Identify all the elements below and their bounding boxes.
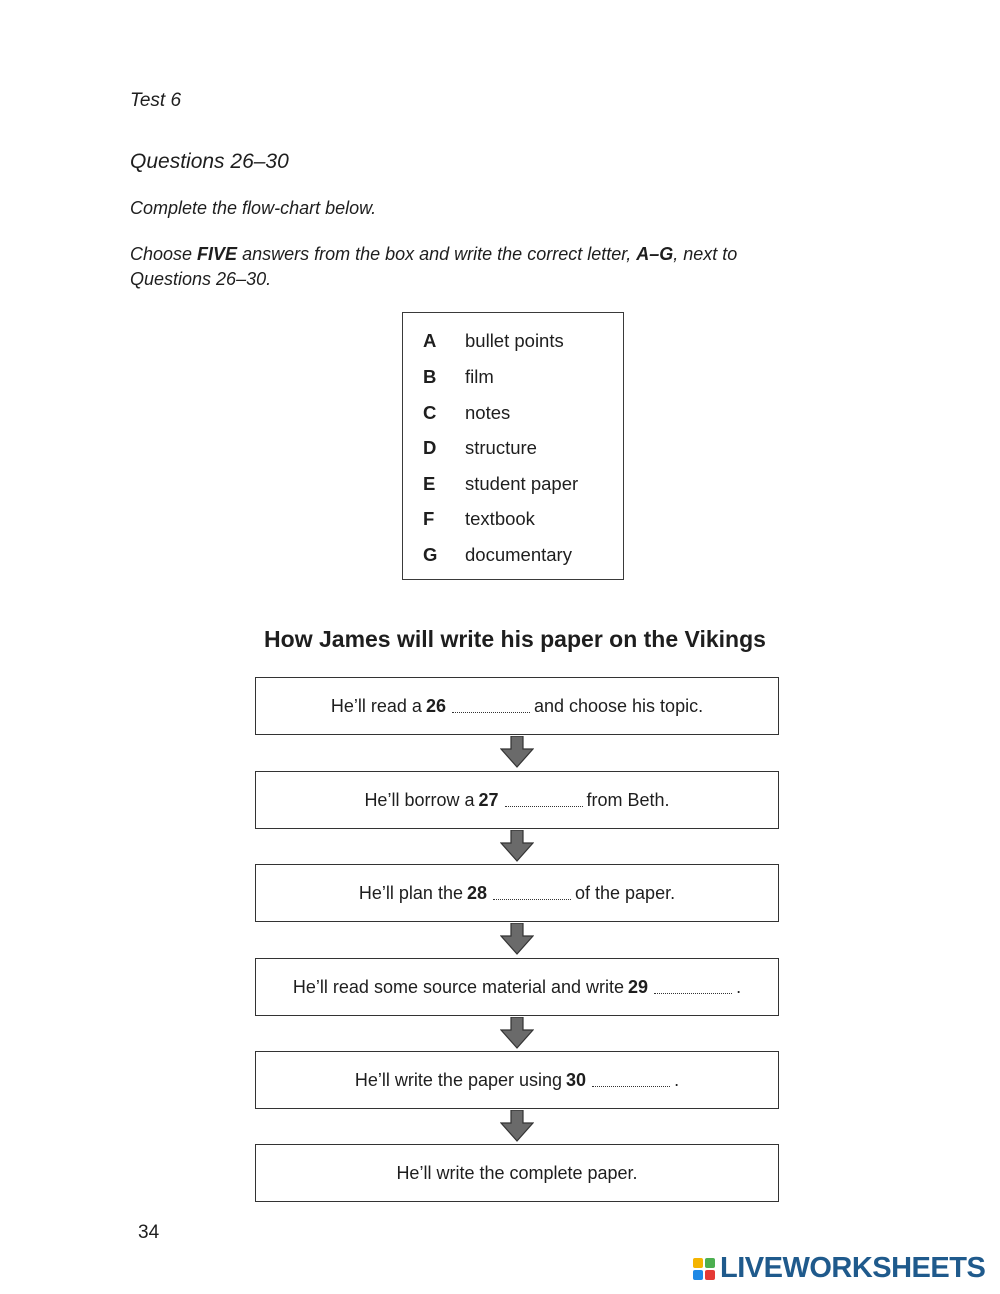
- answer-blank[interactable]: [654, 981, 732, 994]
- flow-step-4: [255, 958, 779, 1016]
- flow-step-3: [255, 864, 779, 922]
- page-number: 34: [138, 1222, 160, 1243]
- flow-step-6: [255, 1144, 779, 1202]
- option-text: student paper: [465, 473, 579, 494]
- step-text: He’ll plan the: [358, 882, 463, 903]
- flow-step-2: [255, 771, 779, 829]
- flow-step-1: [255, 677, 779, 735]
- step-text: and choose his topic.: [533, 695, 704, 716]
- answer-blank[interactable]: [452, 700, 530, 713]
- step-text: He’ll write the paper using: [354, 1069, 563, 1090]
- instruction-complete: Complete the flow-chart below.: [130, 198, 377, 218]
- instruction-text: answers from the box and write the correct letter,: [237, 244, 637, 264]
- flowchart-title: How James will write his paper on the Vikings: [264, 626, 766, 652]
- option-letter: D: [423, 437, 437, 458]
- answer-blank[interactable]: [505, 794, 583, 807]
- step-text: He’ll borrow a: [364, 789, 475, 810]
- down-arrow-icon: [500, 736, 534, 768]
- question-number: 30: [566, 1069, 587, 1090]
- option-letter: E: [423, 473, 436, 494]
- question-number: 29: [628, 976, 649, 997]
- liveworksheets-logo-icon: [692, 1257, 716, 1281]
- option-letter: G: [423, 544, 438, 565]
- step-text: .: [674, 1069, 680, 1090]
- answer-blank[interactable]: [493, 887, 571, 900]
- instruction-text: Choose: [130, 244, 198, 264]
- option-letter: F: [423, 508, 435, 529]
- option-text: film: [465, 366, 494, 387]
- options-box: [402, 312, 624, 580]
- brand-logo: [692, 1252, 985, 1285]
- test-label: Test 6: [130, 90, 182, 111]
- option-g: [423, 537, 572, 573]
- down-arrow-icon: [500, 923, 534, 955]
- questions-heading: Questions 26–30: [130, 150, 289, 173]
- option-a: [423, 323, 564, 359]
- option-letter: B: [423, 366, 437, 387]
- step-text: .: [736, 976, 742, 997]
- option-f: [423, 501, 535, 537]
- question-number: 28: [466, 882, 487, 903]
- step-text: He’ll write the complete paper.: [396, 1162, 638, 1183]
- step-text: from Beth.: [586, 789, 670, 810]
- question-number: 26: [425, 695, 446, 716]
- option-d: [423, 430, 537, 466]
- option-text: structure: [465, 437, 537, 458]
- option-text: notes: [465, 402, 511, 423]
- option-text: textbook: [465, 508, 535, 529]
- answer-blank[interactable]: [592, 1074, 670, 1087]
- option-e: [423, 466, 578, 502]
- down-arrow-icon: [500, 1017, 534, 1049]
- step-text: He’ll read some source material and write: [292, 976, 625, 997]
- instruction-choose: [130, 242, 810, 292]
- instruction-bold-five: FIVE: [197, 244, 238, 264]
- option-b: [423, 359, 494, 395]
- brand-name: LIVEWORKSHEETS: [720, 1252, 986, 1284]
- down-arrow-icon: [500, 830, 534, 862]
- option-letter: C: [423, 402, 437, 423]
- option-letter: A: [423, 330, 437, 351]
- instruction-bold-range: A–G: [636, 244, 674, 264]
- option-text: bullet points: [465, 330, 564, 351]
- step-text: of the paper.: [575, 882, 676, 903]
- down-arrow-icon: [500, 1110, 534, 1142]
- step-text: He’ll read a: [330, 695, 422, 716]
- flow-step-5: [255, 1051, 779, 1109]
- instruction-text: , next to Questions 26–30.: [130, 244, 738, 289]
- option-c: [423, 395, 510, 431]
- option-text: documentary: [465, 544, 572, 565]
- question-number: 27: [478, 789, 499, 810]
